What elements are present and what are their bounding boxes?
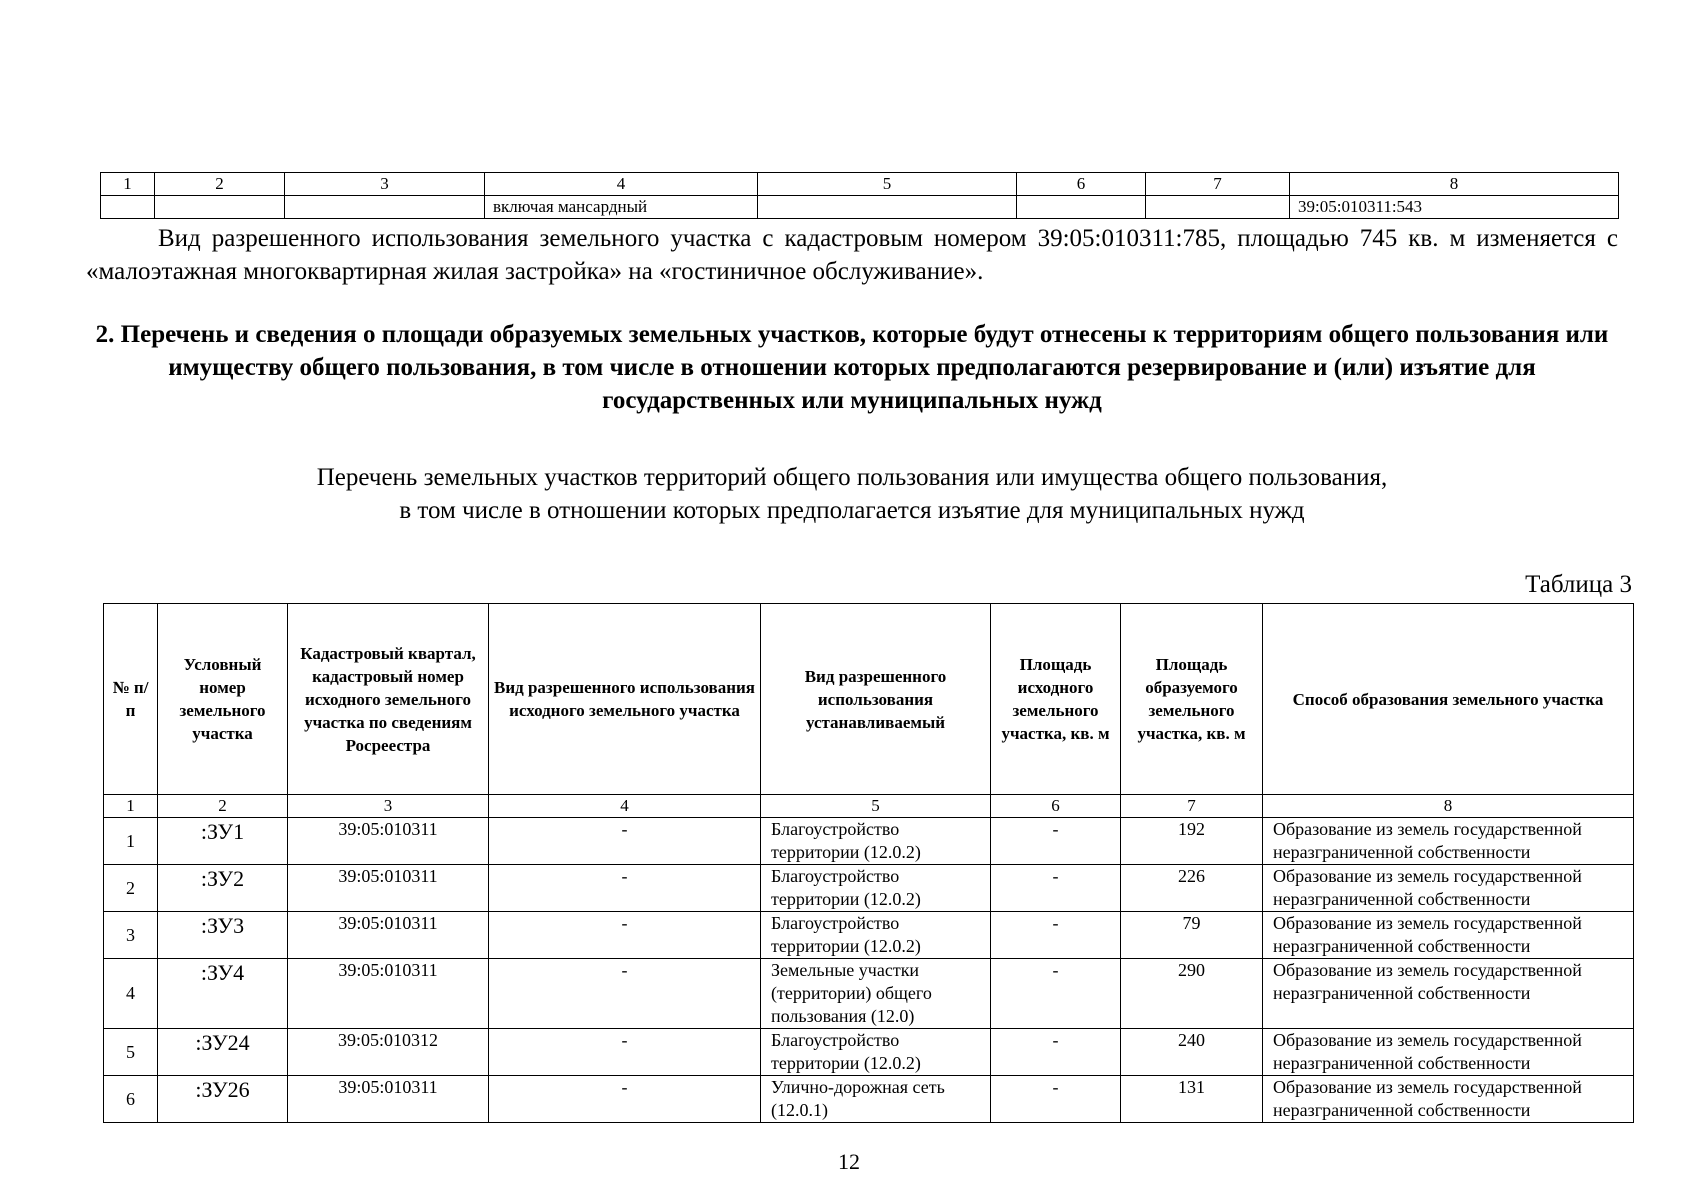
column-number: 8 [1263,795,1634,818]
formation-method: Образование из земель государственной неразграниченной собственности [1263,1029,1634,1076]
land-plots-table [103,603,1634,1123]
new-area: 290 [1121,959,1263,1029]
row-number: 2 [104,865,158,912]
column-number: 8 [1290,173,1619,196]
cadastral-number: 39:05:010312 [288,1029,489,1076]
new-area: 240 [1121,1029,1263,1076]
row-number: 3 [104,912,158,959]
column-number: 3 [288,795,489,818]
original-use: - [489,865,761,912]
column-number-row [101,173,1619,196]
row-number: 4 [104,959,158,1029]
plot-id: :ЗУ26 [158,1076,288,1123]
original-area: - [991,1029,1121,1076]
table-cell: включая мансардный [485,196,758,219]
original-area: - [991,865,1121,912]
column-header: Кадастровый квартал, кадастровый номер исходного земельного участка по сведениям Росреестра [288,604,489,795]
column-number: 5 [758,173,1017,196]
table-cell [285,196,485,219]
column-number: 6 [991,795,1121,818]
plot-id: :ЗУ3 [158,912,288,959]
column-number: 7 [1146,173,1290,196]
column-number: 4 [485,173,758,196]
column-header: Площадь образуемого земельного участка, кв. м [1121,604,1263,795]
table-cell [1017,196,1146,219]
row-number: 1 [104,818,158,865]
table-row [104,865,1634,912]
column-number: 1 [104,795,158,818]
table-cell [101,196,155,219]
formation-method: Образование из земель государственной неразграниченной собственности [1263,1076,1634,1123]
page-number: 12 [838,1149,860,1174]
column-number: 2 [155,173,285,196]
cadastral-number: 39:05:010311 [288,1076,489,1123]
section-heading: 2. Перечень и сведения о площади образуемых земельных участков, которые будут отнесены к территориям общего пользования или имуществу общего пользования, в том числе в отношении которых предполагаются резервирование и (или) изъятие для государственных или муниципальных нужд [95,321,1609,414]
column-header: Вид разрешенного использования исходного земельного участка [489,604,761,795]
table-cell [1146,196,1290,219]
cadastral-number: 39:05:010311 [288,818,489,865]
formation-method: Образование из земель государственной неразграниченной собственности [1263,865,1634,912]
table-row [101,196,1619,219]
cadastral-number: 39:05:010311 [288,959,489,1029]
new-area: 79 [1121,912,1263,959]
table-row [104,818,1634,865]
new-area: 192 [1121,818,1263,865]
formation-method: Образование из земель государственной неразграниченной собственности [1263,818,1634,865]
plot-id: :ЗУ4 [158,959,288,1029]
original-area: - [991,818,1121,865]
row-number: 6 [104,1076,158,1123]
cadastral-number: 39:05:010311 [288,865,489,912]
original-use: - [489,1076,761,1123]
column-header: № п/п [104,604,158,795]
new-use: Благоустройство территории (12.0.2) [761,1029,991,1076]
table-cell [758,196,1017,219]
original-use: - [489,959,761,1029]
original-use: - [489,818,761,865]
original-use: - [489,912,761,959]
table-caption: Таблица 3 [1525,571,1632,598]
plot-id: :ЗУ1 [158,818,288,865]
original-area: - [991,912,1121,959]
original-area: - [991,959,1121,1029]
column-header: Способ образования земельного участка [1263,604,1634,795]
table-header-row [104,604,1634,795]
table-cell [155,196,285,219]
table-row [104,1076,1634,1123]
column-header: Вид разрешенного использования устанавливаемый [761,604,991,795]
column-number: 1 [101,173,155,196]
formation-method: Образование из земель государственной неразграниченной собственности [1263,912,1634,959]
original-area: - [991,1076,1121,1123]
column-number: 5 [761,795,991,818]
new-use: Улично-дорожная сеть (12.0.1) [761,1076,991,1123]
table-row [104,959,1634,1029]
table-title-line: в том числе в отношении которых предполагается изъятие для муниципальных нужд [399,497,1305,524]
table-cell: 39:05:010311:543 [1290,196,1619,219]
table-row [104,1029,1634,1076]
column-header: Площадь исходного земельного участка, кв. м [991,604,1121,795]
column-header: Условный номер земельного участка [158,604,288,795]
column-number: 3 [285,173,485,196]
new-area: 131 [1121,1076,1263,1123]
new-use: Благоустройство территории (12.0.2) [761,912,991,959]
cadastral-number: 39:05:010311 [288,912,489,959]
table-title-line: Перечень земельных участков территорий общего пользования или имущества общего пользования, [316,464,1388,491]
plot-id: :ЗУ2 [158,865,288,912]
formation-method: Образование из земель государственной неразграниченной собственности [1263,959,1634,1029]
new-area: 226 [1121,865,1263,912]
original-use: - [489,1029,761,1076]
row-number: 5 [104,1029,158,1076]
column-number: 2 [158,795,288,818]
column-number: 7 [1121,795,1263,818]
table-title [86,461,1618,527]
new-use: Земельные участки (территории) общего пользования (12.0) [761,959,991,1029]
plot-id: :ЗУ24 [158,1029,288,1076]
continuation-table [100,172,1619,219]
body-paragraph: Вид разрешенного использования земельного участка с кадастровым номером 39:05:010311:785, площадью 745 кв. м изменяется с «малоэтажная многоквартирная жилая застройка» на «гостиничное обслуживание». [86,225,1618,285]
table-row [104,912,1634,959]
new-use: Благоустройство территории (12.0.2) [761,818,991,865]
column-number-row [104,795,1634,818]
column-number: 6 [1017,173,1146,196]
column-number: 4 [489,795,761,818]
new-use: Благоустройство территории (12.0.2) [761,865,991,912]
